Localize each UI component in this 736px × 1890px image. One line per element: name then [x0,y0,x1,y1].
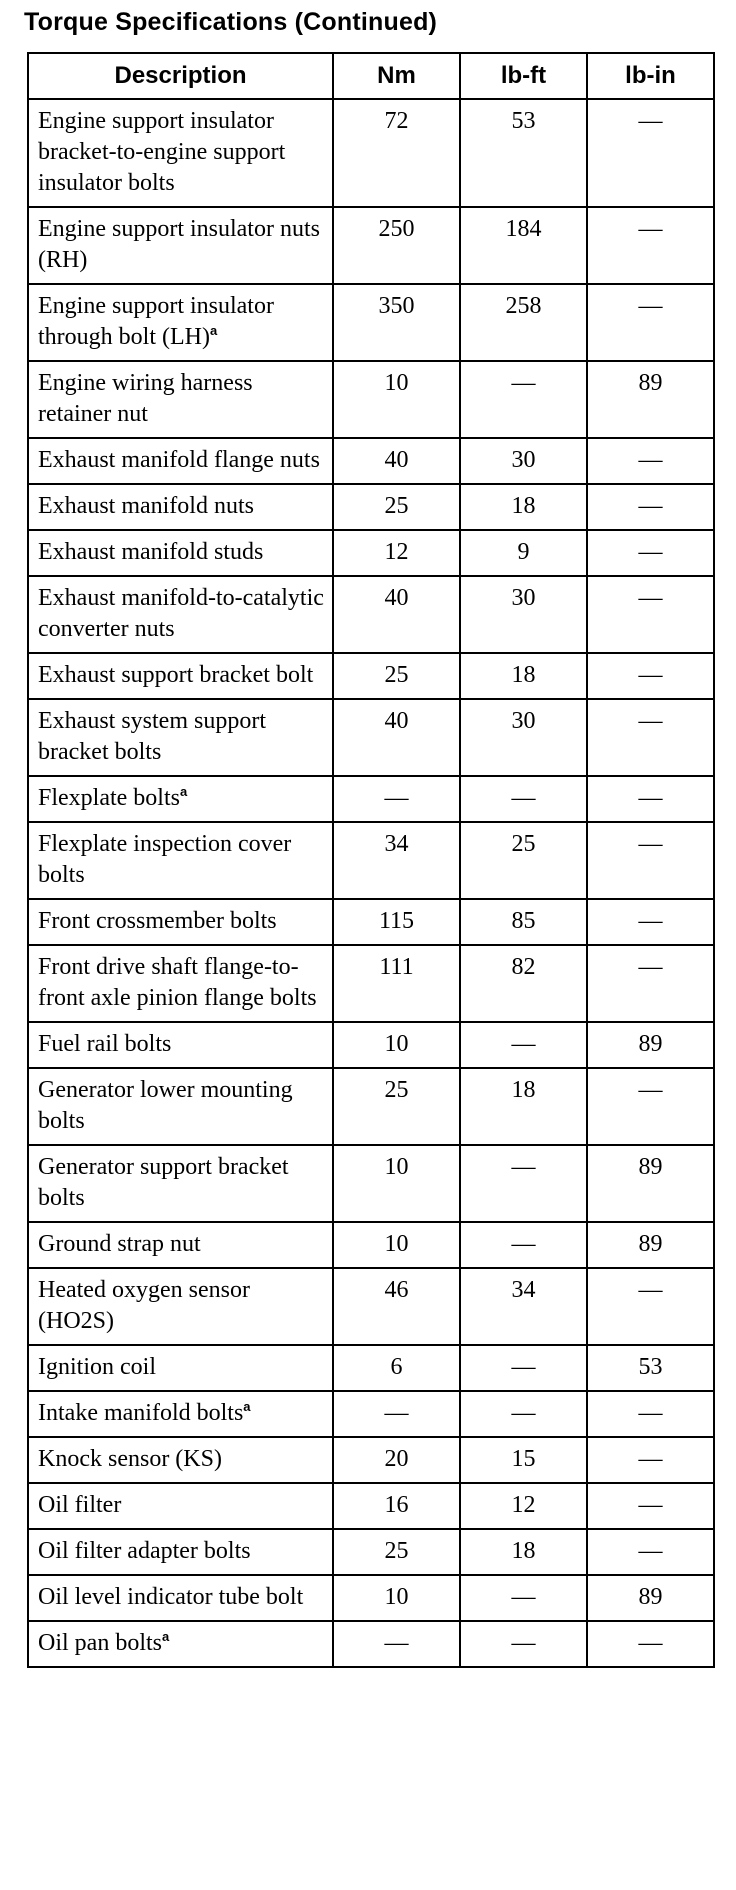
table-header-row [28,53,714,99]
cell-nm: — [333,776,460,822]
cell-lb-in: 89 [587,1145,714,1222]
cell-description [28,1022,333,1068]
table-row [28,899,714,945]
table-row [28,1145,714,1222]
description-text: Exhaust system support bracket bolts [38,708,266,765]
cell-nm: 46 [333,1268,460,1345]
table-row [28,1529,714,1575]
cell-lb-in: — [587,1391,714,1437]
cell-lb-ft: 9 [460,530,587,576]
cell-lb-in: — [587,1268,714,1345]
description-text: Generator lower mounting bolts [38,1077,293,1134]
cell-description [28,1575,333,1621]
table-row [28,1222,714,1268]
footnote-marker: a [243,1399,251,1414]
table-row [28,1068,714,1145]
description-text: Engine support insulator through bolt (LH) [38,293,274,350]
cell-description [28,207,333,284]
cell-nm: 40 [333,699,460,776]
cell-description [28,1345,333,1391]
table-row [28,576,714,653]
cell-lb-in: — [587,207,714,284]
description-text: Heated oxygen sensor (HO2S) [38,1277,250,1334]
description-text: Ground strap nut [38,1231,201,1257]
cell-lb-ft: 30 [460,576,587,653]
page-title: Torque Specifications (Continued) [24,8,438,36]
footnote-marker: a [209,323,218,338]
table-row [28,530,714,576]
table-row [28,1575,714,1621]
cell-nm: 25 [333,484,460,530]
cell-lb-in: — [587,699,714,776]
cell-nm: 25 [333,1068,460,1145]
cell-nm: — [333,1621,460,1667]
cell-lb-ft: 18 [460,653,587,699]
table-body [28,99,714,1667]
description-text: Front crossmember bolts [38,908,277,934]
description-text: Oil pan bolts [38,1630,162,1656]
cell-description [28,1145,333,1222]
cell-lb-ft: 258 [460,284,587,361]
description-text: Generator support bracket bolts [38,1154,289,1211]
table-row [28,1483,714,1529]
cell-description [28,699,333,776]
cell-lb-in: — [587,822,714,899]
cell-lb-in: — [587,1483,714,1529]
cell-description [28,1222,333,1268]
description-text: Engine support insulator nuts (RH) [38,216,320,273]
description-text: Intake manifold bolts [38,1400,244,1426]
cell-nm: 25 [333,653,460,699]
description-text: Flexplate inspection cover bolts [38,831,292,888]
description-text: Flexplate bolts [38,785,180,811]
cell-lb-ft: 18 [460,1068,587,1145]
description-text: Engine wiring harness retainer nut [38,370,253,427]
cell-description [28,576,333,653]
description-text: Oil level indicator tube bolt [38,1584,304,1610]
description-text: Oil filter adapter bolts [38,1538,251,1564]
table-row [28,1621,714,1667]
cell-description [28,284,333,361]
cell-nm: 10 [333,1022,460,1068]
cell-lb-ft: 184 [460,207,587,284]
cell-lb-ft: 18 [460,484,587,530]
cell-description [28,899,333,945]
description-text: Front drive shaft flange-to-front axle pinion flange bolts [38,954,317,1011]
cell-lb-ft: 30 [460,438,587,484]
description-text: Engine support insulator bracket-to-engine support insulator bolts [38,108,286,196]
cell-lb-ft: — [460,1345,587,1391]
cell-description [28,1391,333,1437]
cell-lb-ft: 85 [460,899,587,945]
cell-lb-ft: 12 [460,1483,587,1529]
cell-lb-ft: 25 [460,822,587,899]
footnote-marker: a [162,1629,170,1644]
cell-lb-ft: — [460,1575,587,1621]
cell-lb-ft: — [460,1022,587,1068]
cell-lb-in: — [587,1437,714,1483]
cell-nm: 250 [333,207,460,284]
cell-lb-in: — [587,484,714,530]
cell-nm: 10 [333,1145,460,1222]
cell-lb-ft: 53 [460,99,587,207]
table-row [28,207,714,284]
cell-lb-in: — [587,284,714,361]
cell-nm: 20 [333,1437,460,1483]
cell-lb-in: 89 [587,1222,714,1268]
cell-nm: 350 [333,284,460,361]
cell-description [28,1621,333,1667]
cell-description [28,361,333,438]
cell-lb-ft: — [460,776,587,822]
torque-spec-table [27,52,715,1668]
cell-nm: 34 [333,822,460,899]
cell-lb-ft: 18 [460,1529,587,1575]
cell-lb-in: 89 [587,1022,714,1068]
cell-description [28,484,333,530]
cell-lb-in: — [587,438,714,484]
table-row [28,1268,714,1345]
table-row [28,1391,714,1437]
cell-nm: 40 [333,438,460,484]
table-row [28,438,714,484]
table-row [28,361,714,438]
table-row [28,1437,714,1483]
cell-lb-in: — [587,945,714,1022]
table-row [28,284,714,361]
cell-lb-ft: — [460,1391,587,1437]
table-row [28,822,714,899]
description-text: Exhaust manifold flange nuts [38,447,320,473]
cell-lb-ft: 34 [460,1268,587,1345]
cell-description [28,99,333,207]
table-row [28,776,714,822]
cell-description [28,1483,333,1529]
cell-lb-ft: — [460,361,587,438]
description-text: Fuel rail bolts [38,1031,172,1057]
cell-lb-ft: 15 [460,1437,587,1483]
cell-description [28,530,333,576]
cell-lb-ft: — [460,1222,587,1268]
cell-description [28,1437,333,1483]
cell-description [28,822,333,899]
cell-nm: 10 [333,361,460,438]
cell-lb-in: — [587,576,714,653]
description-text: Exhaust manifold nuts [38,493,254,519]
cell-description [28,945,333,1022]
description-text: Exhaust support bracket bolt [38,662,314,688]
cell-lb-ft: 82 [460,945,587,1022]
header-lb-ft: lb-ft [460,53,587,99]
table-row [28,653,714,699]
description-text: Exhaust manifold studs [38,539,264,565]
cell-lb-in: — [587,1068,714,1145]
cell-lb-in: 89 [587,1575,714,1621]
description-text: Oil filter [38,1492,122,1518]
cell-description [28,1529,333,1575]
cell-description [28,438,333,484]
footnote-marker: a [179,784,188,799]
table-row [28,1345,714,1391]
header-nm: Nm [333,53,460,99]
cell-description [28,1068,333,1145]
cell-nm: 40 [333,576,460,653]
cell-description [28,776,333,822]
cell-nm: — [333,1391,460,1437]
cell-nm: 16 [333,1483,460,1529]
cell-lb-in: — [587,1529,714,1575]
table-row [28,699,714,776]
description-text: Knock sensor (KS) [38,1446,222,1472]
cell-nm: 12 [333,530,460,576]
cell-nm: 25 [333,1529,460,1575]
cell-description [28,1268,333,1345]
table-row [28,1022,714,1068]
table-row [28,945,714,1022]
cell-nm: 10 [333,1575,460,1621]
table-row [28,99,714,207]
cell-lb-ft: 30 [460,699,587,776]
cell-lb-in: — [587,1621,714,1667]
header-lb-in: lb-in [587,53,714,99]
cell-nm: 6 [333,1345,460,1391]
cell-lb-ft: — [460,1621,587,1667]
description-text: Exhaust manifold-to-catalytic converter nuts [38,585,324,642]
cell-lb-in: — [587,99,714,207]
cell-lb-in: — [587,899,714,945]
table-row [28,484,714,530]
cell-lb-in: 53 [587,1345,714,1391]
cell-lb-in: — [587,776,714,822]
cell-lb-in: — [587,530,714,576]
cell-lb-in: 89 [587,361,714,438]
cell-lb-ft: — [460,1145,587,1222]
header-description: Description [28,53,333,99]
cell-nm: 10 [333,1222,460,1268]
cell-description [28,653,333,699]
cell-lb-in: — [587,653,714,699]
cell-nm: 111 [333,945,460,1022]
cell-nm: 72 [333,99,460,207]
description-text: Ignition coil [38,1354,156,1380]
cell-nm: 115 [333,899,460,945]
